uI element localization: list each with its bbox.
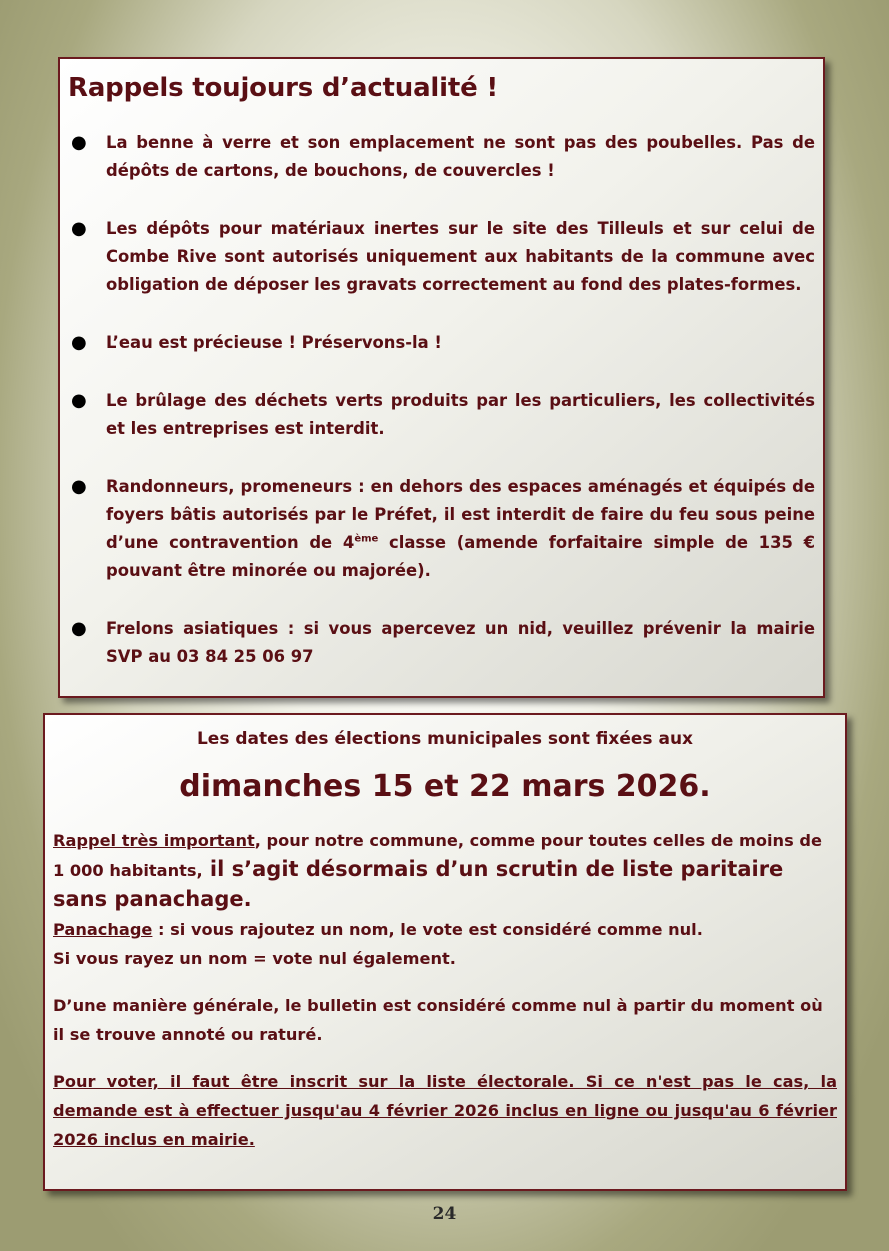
bullet-icon: ● xyxy=(71,618,87,639)
panachage-label: Panachage xyxy=(53,920,153,939)
reminder-text: L’eau est précieuse ! Préservons-la ! xyxy=(106,333,442,352)
elections-box xyxy=(43,713,847,1191)
reminder-item-water xyxy=(68,329,815,357)
reminder-superscript: ème xyxy=(354,533,379,545)
bullet-icon: ● xyxy=(71,218,87,239)
rappel-paragraph xyxy=(53,826,837,915)
panachage-paragraph xyxy=(53,915,837,944)
panachage-text: : si vous rajoutez un nom, le vote est considéré comme nul. xyxy=(152,920,703,939)
bullet-icon: ● xyxy=(71,132,87,153)
rappel-label: Rappel très important xyxy=(53,831,255,850)
reminder-text: La benne à verre et son emplacement ne sont pas des poubelles. Pas de dépôts de cartons, de bouchons, de couvercles ! xyxy=(106,133,815,180)
rappel-emphasis: il s’agit désormais d’un scrutin de liste paritaire sans panachage xyxy=(53,857,784,911)
reminder-text-after: classe (amende forfaitaire simple de 135 € pouvant être minorée ou majorée). xyxy=(106,533,816,580)
reminder-item-inert-materials xyxy=(68,215,815,299)
reminder-text: Le brûlage des déchets verts produits par les particuliers, les collectivités et les entreprises est interdit. xyxy=(106,391,815,438)
reminder-text-before: Randonneurs, promeneurs : en dehors des espaces aménagés et équipés de foyers bâtis autorisés par le Préfet, il est interdit de faire du feu sous peine d’une contravention de 4 xyxy=(106,477,815,552)
rayez-paragraph: Si vous rayez un nom = vote nul également. xyxy=(53,949,456,968)
elections-intro: Les dates des élections municipales sont fixées aux xyxy=(196,729,694,749)
rappel-end: . xyxy=(243,887,252,911)
reminder-text: Frelons asiatiques : si vous apercevez un nid, veuillez prévenir la mairie SVP au 03 84 25 06 97 xyxy=(106,619,815,666)
elections-date: dimanches 15 et 22 mars 2026. xyxy=(179,769,711,804)
bullet-icon: ● xyxy=(71,476,87,497)
inscription-paragraph: Pour voter, il faut être inscrit sur la liste électorale. Si ce n'est pas le cas, la demande est à effectuer jusqu'au 4 février 2026 inclus en ligne ou jusqu'au 6 février 2026 inclus en mairie. xyxy=(53,1072,837,1149)
reminders-title: Rappels toujours d’actualité ! xyxy=(68,73,499,103)
reminder-item-glass xyxy=(68,129,815,185)
page-number: 24 xyxy=(432,1204,457,1224)
reminder-text: Les dépôts pour matériaux inertes sur le site des Tilleuls et sur celui de Combe Rive sont autorisés uniquement aux habitants de la commune avec obligation de déposer les gravats correctement au fond des plates-formes. xyxy=(106,219,815,294)
rappel-text: , pour notre commune, comme pour toutes celles de moins de 1 000 habitants, xyxy=(53,831,822,880)
reminder-item-burning xyxy=(68,387,815,443)
reminder-item-fire xyxy=(68,473,815,585)
general-paragraph: D’une manière générale, le bulletin est considéré comme nul à partir du moment où il se trouve annoté ou raturé. xyxy=(53,996,823,1044)
reminders-box xyxy=(58,57,825,698)
bullet-icon: ● xyxy=(71,390,87,411)
reminder-item-hornets xyxy=(68,615,815,671)
bullet-icon: ● xyxy=(71,332,87,353)
reminders-list xyxy=(68,129,815,671)
